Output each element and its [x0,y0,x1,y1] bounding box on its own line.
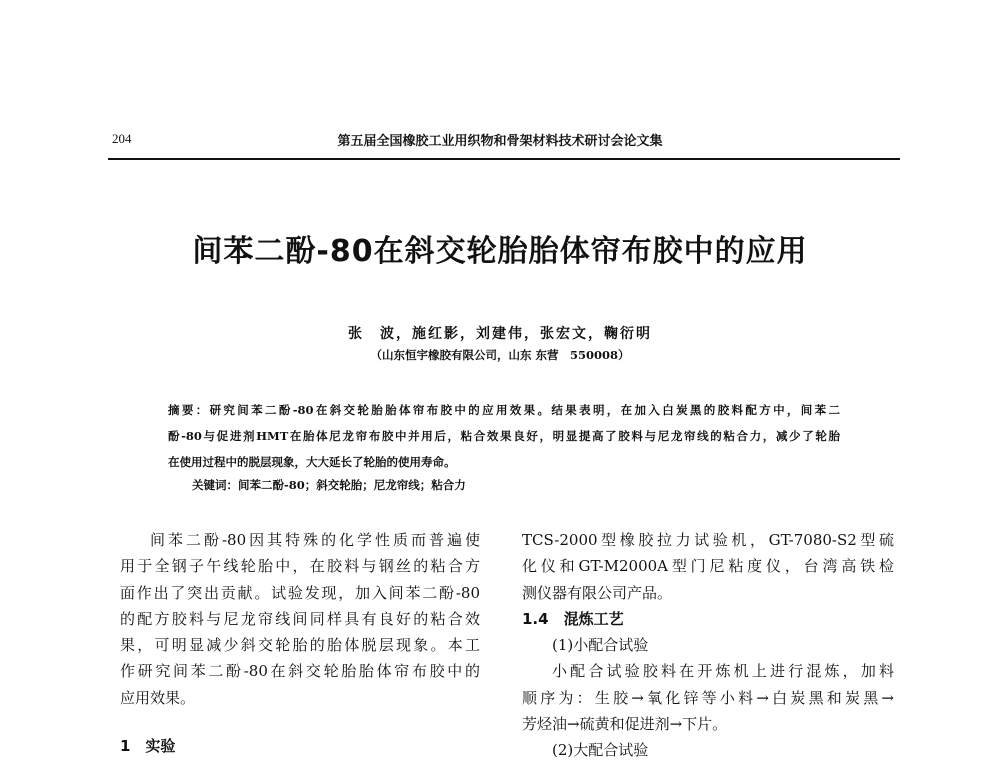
section-heading: 1 实验 [120,737,176,756]
body-line: TCS-2000型橡胶拉力试验机，GT-7080-S2型硫 [522,531,894,549]
abstract-line: 在使用过程中的脱层现象，大大延长了轮胎的使用寿命。 [168,455,456,469]
body-line: 芳烃油→硫黄和促进剂→下片。 [522,715,728,734]
authors: 张 波，施红影，刘建伟，张宏文，鞠衍明 [348,326,652,342]
body-line: 间苯二酚-80因其特殊的化学性质而普遍使 [150,531,480,549]
keywords: 关键词：间苯二酚-80；斜交轮胎；尼龙帘线；粘合力 [192,478,466,492]
affiliation: （山东恒宇橡胶有限公司，山东 东营 550008） [370,348,630,362]
paper-title: 间苯二酚-80在斜交轮胎胎体帘布胶中的应用 [192,234,808,269]
left-column [120,527,480,759]
body-line: 顺序为：生胶→氧化锌等小料→白炭黑和炭黑→ [522,688,894,707]
subheading: (2)大配合试验 [552,741,649,760]
body-line: 用于全钢子午线轮胎中，在胶料与钢丝的粘合方 [120,557,480,576]
body-line: 化仪和GT-M2000A型门尼粘度仪，台湾高铁检 [522,557,894,576]
section-heading: 1.4 混炼工艺 [522,609,624,628]
header-rule [108,158,900,160]
page-number: 204 [112,131,132,146]
running-header: 第五届全国橡胶工业用织物和骨架材料技术研讨会论文集 [337,134,663,149]
body-line: 果，可明显减少斜交轮胎的胎体脱层现象。本工 [120,636,480,655]
body-line: 小配合试验胶料在开炼机上进行混炼，加料 [552,662,894,681]
body-line: 应用效果。 [120,688,196,707]
abstract-line: 酚-80与促进剂HMT在胎体尼龙帘布胶中并用后，粘合效果良好，明显提高了胶料与尼龙帘线的粘合力，减少了轮胎 [168,429,840,443]
body-line: 面作出了突出贡献。试验发现，加入间苯二酚-80 [120,583,480,602]
body-line: 的配方胶料与尼龙帘线间同样具有良好的粘合效 [120,609,480,628]
right-column [522,527,894,764]
abstract-line: 摘要：研究间苯二酚-80在斜交轮胎胎体帘布胶中的应用效果。结果表明，在加入白炭黑的胶料配方中，间苯二 [168,403,840,417]
body-line: 作研究间苯二酚-80在斜交轮胎胎体帘布胶中的 [120,662,480,681]
subheading: (1)小配合试验 [552,636,649,655]
body-line: 测仪器有限公司产品。 [522,583,673,602]
